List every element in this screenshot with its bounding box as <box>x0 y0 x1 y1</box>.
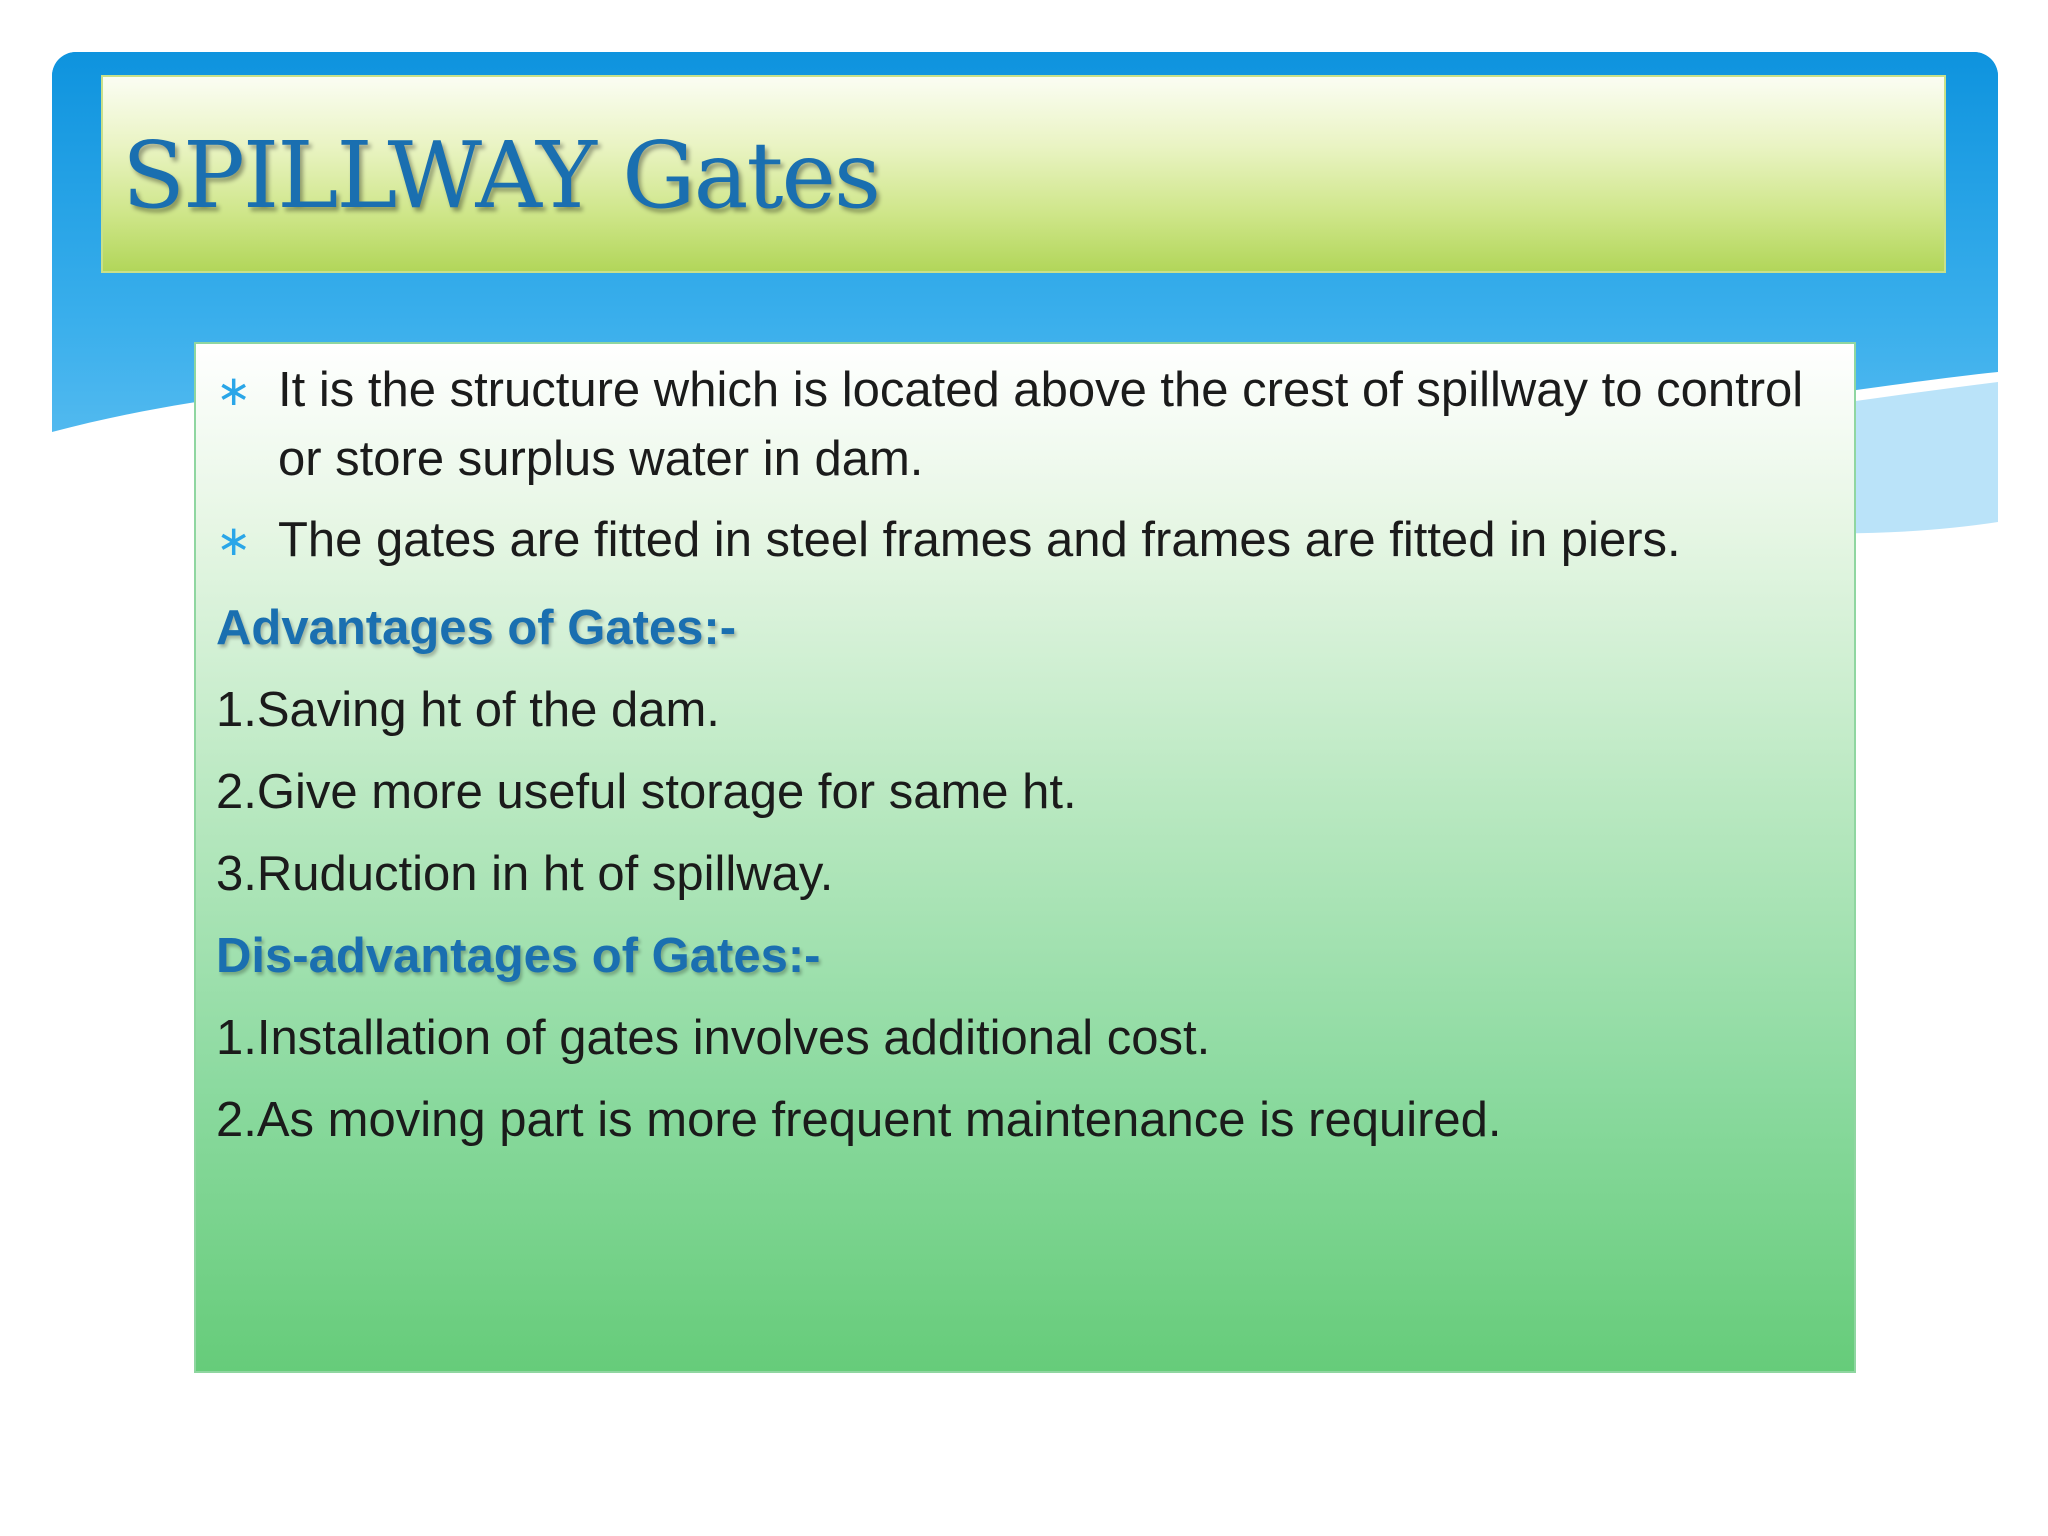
disadvantages-heading: Dis-advantages of Gates:- <box>216 929 821 983</box>
bullet-item <box>216 356 1856 494</box>
bullet-text: It is the structure which is located above the crest of spillway to control or store surplus water in dam. <box>278 363 1804 486</box>
asterisk-bullet-icon: ∗ <box>216 366 252 415</box>
bullet-text: The gates are fitted in steel frames and frames are fitted in piers. <box>278 513 1681 567</box>
advantage-item: 2.Give more useful storage for same ht. <box>216 765 1077 819</box>
asterisk-bullet-icon: ∗ <box>216 516 252 565</box>
advantage-item: 3.Ruduction in ht of spillway. <box>216 847 834 901</box>
content-text <box>216 356 1856 1161</box>
advantages-heading: Advantages of Gates:- <box>216 601 737 655</box>
disadvantage-item: 2.As moving part is more frequent maintenance is required. <box>216 1093 1502 1147</box>
disadvantage-item: 1.Installation of gates involves additional cost. <box>216 1011 1211 1065</box>
advantage-item: 1.Saving ht of the dam. <box>216 683 720 737</box>
bullet-item <box>216 506 1856 575</box>
slide-title: SPILLWAY Gates <box>122 122 880 229</box>
